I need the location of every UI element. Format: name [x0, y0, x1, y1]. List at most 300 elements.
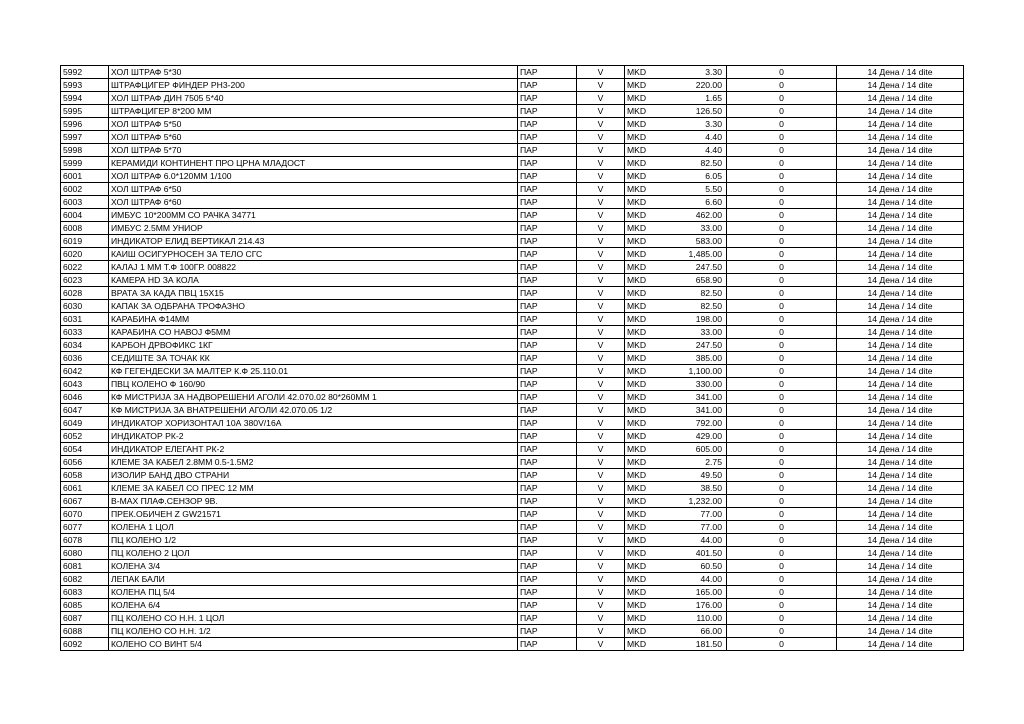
item-code-cell: 6054 [61, 443, 109, 456]
item-name-cell: КАМЕРА HD ЗА КОЛА [109, 274, 518, 287]
price-cell: 181.50 [673, 638, 727, 651]
currency-cell: MKD [625, 66, 673, 79]
delivery-term-cell: 14 Дена / 14 dite [837, 612, 964, 625]
vat-cell: V [577, 469, 625, 482]
currency-cell: MKD [625, 326, 673, 339]
price-cell: 429.00 [673, 430, 727, 443]
item-code-cell: 6033 [61, 326, 109, 339]
item-name-cell: ВРАТА ЗА КАДА ПВЦ 15X15 [109, 287, 518, 300]
currency-cell: MKD [625, 170, 673, 183]
item-name-cell: ИНДИКАТОР ЕЛЕГАНТ РК-2 [109, 443, 518, 456]
price-cell: 49.50 [673, 469, 727, 482]
table-row [61, 352, 964, 365]
quantity-cell: 0 [727, 274, 837, 287]
unit-cell: ПАР [518, 495, 577, 508]
quantity-cell: 0 [727, 157, 837, 170]
price-cell: 605.00 [673, 443, 727, 456]
vat-cell: V [577, 131, 625, 144]
delivery-term-cell: 14 Дена / 14 dite [837, 66, 964, 79]
delivery-term-cell: 14 Дена / 14 dite [837, 196, 964, 209]
price-cell: 60.50 [673, 560, 727, 573]
quantity-cell: 0 [727, 144, 837, 157]
vat-cell: V [577, 638, 625, 651]
table-row [61, 118, 964, 131]
price-cell: 6.60 [673, 196, 727, 209]
quantity-cell: 0 [727, 404, 837, 417]
delivery-term-cell: 14 Дена / 14 dite [837, 261, 964, 274]
item-name-cell: ПЦ КОЛЕНО СО Н.Н. 1/2 [109, 625, 518, 638]
vat-cell: V [577, 222, 625, 235]
unit-cell: ПАР [518, 222, 577, 235]
vat-cell: V [577, 66, 625, 79]
unit-cell: ПАР [518, 469, 577, 482]
delivery-term-cell: 14 Дена / 14 dite [837, 248, 964, 261]
quantity-cell: 0 [727, 586, 837, 599]
quantity-cell: 0 [727, 300, 837, 313]
item-name-cell: ХОЛ ШТРАФ 6*60 [109, 196, 518, 209]
unit-cell: ПАР [518, 105, 577, 118]
vat-cell: V [577, 365, 625, 378]
unit-cell: ПАР [518, 586, 577, 599]
vat-cell: V [577, 430, 625, 443]
delivery-term-cell: 14 Дена / 14 dite [837, 573, 964, 586]
item-code-cell: 6019 [61, 235, 109, 248]
item-code-cell: 6030 [61, 300, 109, 313]
unit-cell: ПАР [518, 599, 577, 612]
price-cell: 220.00 [673, 79, 727, 92]
delivery-term-cell: 14 Дена / 14 dite [837, 79, 964, 92]
quantity-cell: 0 [727, 638, 837, 651]
price-cell: 33.00 [673, 222, 727, 235]
item-code-cell: 5992 [61, 66, 109, 79]
table-row [61, 196, 964, 209]
item-code-cell: 6056 [61, 456, 109, 469]
table-row [61, 482, 964, 495]
price-cell: 658.90 [673, 274, 727, 287]
vat-cell: V [577, 209, 625, 222]
quantity-cell: 0 [727, 92, 837, 105]
item-code-cell: 6088 [61, 625, 109, 638]
delivery-term-cell: 14 Дена / 14 dite [837, 599, 964, 612]
price-cell: 5.50 [673, 183, 727, 196]
price-cell: 583.00 [673, 235, 727, 248]
unit-cell: ПАР [518, 326, 577, 339]
vat-cell: V [577, 170, 625, 183]
delivery-term-cell: 14 Дена / 14 dite [837, 274, 964, 287]
item-name-cell: КОЛЕНА 1 ЦОЛ [109, 521, 518, 534]
unit-cell: ПАР [518, 482, 577, 495]
quantity-cell: 0 [727, 196, 837, 209]
item-name-cell: КФ ГЕГЕНДЕСКИ ЗА МАЛТЕР К.Ф 25.110.01 [109, 365, 518, 378]
quantity-cell: 0 [727, 508, 837, 521]
delivery-term-cell: 14 Дена / 14 dite [837, 131, 964, 144]
unit-cell: ПАР [518, 248, 577, 261]
vat-cell: V [577, 495, 625, 508]
table-row [61, 430, 964, 443]
quantity-cell: 0 [727, 183, 837, 196]
price-cell: 82.50 [673, 300, 727, 313]
vat-cell: V [577, 118, 625, 131]
table-row [61, 560, 964, 573]
unit-cell: ПАР [518, 417, 577, 430]
item-name-cell: ХОЛ ШТРАФ 5*30 [109, 66, 518, 79]
table-row [61, 157, 964, 170]
unit-cell: ПАР [518, 287, 577, 300]
table-row [61, 326, 964, 339]
vat-cell: V [577, 521, 625, 534]
unit-cell: ПАР [518, 118, 577, 131]
currency-cell: MKD [625, 521, 673, 534]
currency-cell: MKD [625, 222, 673, 235]
item-name-cell: ПЦ КОЛЕНО 2 ЦОЛ [109, 547, 518, 560]
delivery-term-cell: 14 Дена / 14 dite [837, 547, 964, 560]
delivery-term-cell: 14 Дена / 14 dite [837, 495, 964, 508]
delivery-term-cell: 14 Дена / 14 dite [837, 118, 964, 131]
price-cell: 4.40 [673, 131, 727, 144]
quantity-cell: 0 [727, 222, 837, 235]
quantity-cell: 0 [727, 209, 837, 222]
currency-cell: MKD [625, 196, 673, 209]
price-cell: 1,232.00 [673, 495, 727, 508]
table-row [61, 586, 964, 599]
item-name-cell: КЛЕМЕ ЗА КАБЕЛ СО ПРЕС 12 ММ [109, 482, 518, 495]
table-row [61, 365, 964, 378]
currency-cell: MKD [625, 560, 673, 573]
item-code-cell: 5998 [61, 144, 109, 157]
currency-cell: MKD [625, 157, 673, 170]
item-code-cell: 5994 [61, 92, 109, 105]
currency-cell: MKD [625, 144, 673, 157]
item-name-cell: ШТРАФЦИГЕР ФИНДЕР PH3-200 [109, 79, 518, 92]
table-row [61, 417, 964, 430]
unit-cell: ПАР [518, 235, 577, 248]
item-name-cell: КАИШ ОСИГУРНОСЕН ЗА ТЕЛО СГС [109, 248, 518, 261]
item-code-cell: 6023 [61, 274, 109, 287]
delivery-term-cell: 14 Дена / 14 dite [837, 105, 964, 118]
item-name-cell: ХОЛ ШТРАФ 5*70 [109, 144, 518, 157]
currency-cell: MKD [625, 469, 673, 482]
price-cell: 6.05 [673, 170, 727, 183]
unit-cell: ПАР [518, 547, 577, 560]
unit-cell: ПАР [518, 534, 577, 547]
currency-cell: MKD [625, 92, 673, 105]
table-row [61, 222, 964, 235]
table-row [61, 131, 964, 144]
unit-cell: ПАР [518, 144, 577, 157]
table-row [61, 300, 964, 313]
quantity-cell: 0 [727, 287, 837, 300]
vat-cell: V [577, 391, 625, 404]
price-cell: 330.00 [673, 378, 727, 391]
delivery-term-cell: 14 Дена / 14 dite [837, 287, 964, 300]
item-code-cell: 6004 [61, 209, 109, 222]
currency-cell: MKD [625, 625, 673, 638]
delivery-term-cell: 14 Дена / 14 dite [837, 430, 964, 443]
item-name-cell: ИМБУС 2.5ММ УНИОР [109, 222, 518, 235]
item-code-cell: 5995 [61, 105, 109, 118]
item-name-cell: КОЛЕНА 6/4 [109, 599, 518, 612]
table-row [61, 92, 964, 105]
delivery-term-cell: 14 Дена / 14 dite [837, 625, 964, 638]
item-name-cell: ХОЛ ШТРАФ 5*50 [109, 118, 518, 131]
table-row [61, 599, 964, 612]
vat-cell: V [577, 274, 625, 287]
quantity-cell: 0 [727, 573, 837, 586]
table-row [61, 339, 964, 352]
price-cell: 38.50 [673, 482, 727, 495]
unit-cell: ПАР [518, 339, 577, 352]
vat-cell: V [577, 625, 625, 638]
currency-cell: MKD [625, 339, 673, 352]
item-name-cell: КАРАБИНА Ф14ММ [109, 313, 518, 326]
table-row [61, 469, 964, 482]
quantity-cell: 0 [727, 105, 837, 118]
price-cell: 33.00 [673, 326, 727, 339]
quantity-cell: 0 [727, 170, 837, 183]
vat-cell: V [577, 287, 625, 300]
vat-cell: V [577, 92, 625, 105]
item-name-cell: ХОЛ ШТРАФ ДИН 7505 5*40 [109, 92, 518, 105]
currency-cell: MKD [625, 365, 673, 378]
unit-cell: ПАР [518, 638, 577, 651]
table-row [61, 547, 964, 560]
delivery-term-cell: 14 Дена / 14 dite [837, 456, 964, 469]
price-cell: 110.00 [673, 612, 727, 625]
unit-cell: ПАР [518, 196, 577, 209]
price-cell: 82.50 [673, 287, 727, 300]
currency-cell: MKD [625, 131, 673, 144]
table-row [61, 404, 964, 417]
price-cell: 385.00 [673, 352, 727, 365]
vat-cell: V [577, 573, 625, 586]
price-cell: 247.50 [673, 339, 727, 352]
table-row [61, 573, 964, 586]
vat-cell: V [577, 534, 625, 547]
unit-cell: ПАР [518, 560, 577, 573]
currency-cell: MKD [625, 105, 673, 118]
quantity-cell: 0 [727, 534, 837, 547]
vat-cell: V [577, 157, 625, 170]
price-cell: 401.50 [673, 547, 727, 560]
quantity-cell: 0 [727, 417, 837, 430]
quantity-cell: 0 [727, 625, 837, 638]
price-cell: 165.00 [673, 586, 727, 599]
delivery-term-cell: 14 Дена / 14 dite [837, 352, 964, 365]
delivery-term-cell: 14 Дена / 14 dite [837, 92, 964, 105]
vat-cell: V [577, 547, 625, 560]
unit-cell: ПАР [518, 313, 577, 326]
vat-cell: V [577, 482, 625, 495]
item-code-cell: 6081 [61, 560, 109, 573]
price-cell: 77.00 [673, 521, 727, 534]
item-code-cell: 6078 [61, 534, 109, 547]
item-code-cell: 6008 [61, 222, 109, 235]
table-row [61, 313, 964, 326]
vat-cell: V [577, 612, 625, 625]
quantity-cell: 0 [727, 248, 837, 261]
price-list-table [60, 65, 964, 651]
delivery-term-cell: 14 Дена / 14 dite [837, 157, 964, 170]
item-name-cell: СЕДИШТЕ ЗА ТОЧАК КК [109, 352, 518, 365]
price-cell: 3.30 [673, 66, 727, 79]
item-code-cell: 6020 [61, 248, 109, 261]
unit-cell: ПАР [518, 170, 577, 183]
unit-cell: ПАР [518, 261, 577, 274]
unit-cell: ПАР [518, 508, 577, 521]
price-cell: 1.65 [673, 92, 727, 105]
item-name-cell: КОЛЕНО СО ВИНТ 5/4 [109, 638, 518, 651]
currency-cell: MKD [625, 235, 673, 248]
item-name-cell: ИМБУС 10*200ММ СО РАЧКА 34771 [109, 209, 518, 222]
item-name-cell: ПЦ КОЛЕНО СО Н.Н. 1 ЦОЛ [109, 612, 518, 625]
item-name-cell: ЛЕПАК БАЛИ [109, 573, 518, 586]
quantity-cell: 0 [727, 235, 837, 248]
vat-cell: V [577, 339, 625, 352]
item-name-cell: КОЛЕНА ПЦ 5/4 [109, 586, 518, 599]
item-code-cell: 6061 [61, 482, 109, 495]
table-row [61, 183, 964, 196]
item-name-cell: КЕРАМИДИ КОНТИНЕНТ ПРО ЦРНА МЛАДОСТ [109, 157, 518, 170]
unit-cell: ПАР [518, 378, 577, 391]
delivery-term-cell: 14 Дена / 14 dite [837, 365, 964, 378]
item-name-cell: ПРЕК.ОБИЧЕН Z GW21571 [109, 508, 518, 521]
quantity-cell: 0 [727, 443, 837, 456]
table-row [61, 534, 964, 547]
table-row [61, 261, 964, 274]
currency-cell: MKD [625, 495, 673, 508]
item-name-cell: ИНДИКАТОР ХОРИЗОНТАЛ 10А 380V/16А [109, 417, 518, 430]
item-code-cell: 6052 [61, 430, 109, 443]
delivery-term-cell: 14 Дена / 14 dite [837, 417, 964, 430]
item-name-cell: ШТРАФЦИГЕР 8*200 ММ [109, 105, 518, 118]
delivery-term-cell: 14 Дена / 14 dite [837, 170, 964, 183]
item-name-cell: КЛЕМЕ ЗА КАБЕЛ 2.8ММ 0.5-1.5М2 [109, 456, 518, 469]
delivery-term-cell: 14 Дена / 14 dite [837, 313, 964, 326]
price-cell: 82.50 [673, 157, 727, 170]
item-code-cell: 6077 [61, 521, 109, 534]
vat-cell: V [577, 79, 625, 92]
quantity-cell: 0 [727, 326, 837, 339]
table-row [61, 170, 964, 183]
unit-cell: ПАР [518, 625, 577, 638]
item-name-cell: КАРАБИНА СО НАВОЈ Ф5ММ [109, 326, 518, 339]
item-name-cell: ИНДИКАТОР ЕЛИД ВЕРТИКАЛ 214.43 [109, 235, 518, 248]
vat-cell: V [577, 248, 625, 261]
vat-cell: V [577, 456, 625, 469]
item-code-cell: 6031 [61, 313, 109, 326]
delivery-term-cell: 14 Дена / 14 dite [837, 378, 964, 391]
table-body [61, 66, 964, 651]
price-cell: 2.75 [673, 456, 727, 469]
vat-cell: V [577, 378, 625, 391]
delivery-term-cell: 14 Дена / 14 dite [837, 300, 964, 313]
item-code-cell: 6087 [61, 612, 109, 625]
vat-cell: V [577, 235, 625, 248]
quantity-cell: 0 [727, 469, 837, 482]
quantity-cell: 0 [727, 391, 837, 404]
price-cell: 126.50 [673, 105, 727, 118]
price-cell: 1,485.00 [673, 248, 727, 261]
quantity-cell: 0 [727, 547, 837, 560]
quantity-cell: 0 [727, 495, 837, 508]
table-row [61, 443, 964, 456]
price-cell: 247.50 [673, 261, 727, 274]
vat-cell: V [577, 508, 625, 521]
item-code-cell: 6070 [61, 508, 109, 521]
item-name-cell: КФ МИСТРИЈА ЗА ВНАТРЕШЕНИ АГОЛИ 42.070.05 1/2 [109, 404, 518, 417]
quantity-cell: 0 [727, 118, 837, 131]
item-code-cell: 6092 [61, 638, 109, 651]
item-code-cell: 5996 [61, 118, 109, 131]
item-code-cell: 6082 [61, 573, 109, 586]
price-cell: 4.40 [673, 144, 727, 157]
quantity-cell: 0 [727, 339, 837, 352]
vat-cell: V [577, 352, 625, 365]
unit-cell: ПАР [518, 300, 577, 313]
currency-cell: MKD [625, 209, 673, 222]
quantity-cell: 0 [727, 456, 837, 469]
delivery-term-cell: 14 Дена / 14 dite [837, 638, 964, 651]
delivery-term-cell: 14 Дена / 14 dite [837, 404, 964, 417]
currency-cell: MKD [625, 573, 673, 586]
quantity-cell: 0 [727, 66, 837, 79]
currency-cell: MKD [625, 287, 673, 300]
currency-cell: MKD [625, 638, 673, 651]
delivery-term-cell: 14 Дена / 14 dite [837, 235, 964, 248]
delivery-term-cell: 14 Дена / 14 dite [837, 183, 964, 196]
item-code-cell: 6003 [61, 196, 109, 209]
item-code-cell: 6080 [61, 547, 109, 560]
table-row [61, 495, 964, 508]
unit-cell: ПАР [518, 183, 577, 196]
delivery-term-cell: 14 Дена / 14 dite [837, 391, 964, 404]
currency-cell: MKD [625, 417, 673, 430]
currency-cell: MKD [625, 443, 673, 456]
unit-cell: ПАР [518, 456, 577, 469]
unit-cell: ПАР [518, 443, 577, 456]
item-name-cell: ИЗОЛИР БАНД ДВО СТРАНИ [109, 469, 518, 482]
table-row [61, 248, 964, 261]
table-row [61, 638, 964, 651]
unit-cell: ПАР [518, 573, 577, 586]
table-row [61, 235, 964, 248]
quantity-cell: 0 [727, 482, 837, 495]
item-code-cell: 6001 [61, 170, 109, 183]
item-name-cell: КОЛЕНА 3/4 [109, 560, 518, 573]
price-cell: 44.00 [673, 534, 727, 547]
price-cell: 77.00 [673, 508, 727, 521]
quantity-cell: 0 [727, 79, 837, 92]
vat-cell: V [577, 300, 625, 313]
item-code-cell: 6067 [61, 495, 109, 508]
quantity-cell: 0 [727, 365, 837, 378]
vat-cell: V [577, 326, 625, 339]
item-name-cell: ХОЛ ШТРАФ 6.0*120ММ 1/100 [109, 170, 518, 183]
quantity-cell: 0 [727, 131, 837, 144]
currency-cell: MKD [625, 586, 673, 599]
item-code-cell: 6028 [61, 287, 109, 300]
table-row [61, 625, 964, 638]
table-row [61, 66, 964, 79]
delivery-term-cell: 14 Дена / 14 dite [837, 339, 964, 352]
quantity-cell: 0 [727, 612, 837, 625]
quantity-cell: 0 [727, 521, 837, 534]
unit-cell: ПАР [518, 131, 577, 144]
delivery-term-cell: 14 Дена / 14 dite [837, 508, 964, 521]
item-code-cell: 5997 [61, 131, 109, 144]
item-code-cell: 6047 [61, 404, 109, 417]
currency-cell: MKD [625, 261, 673, 274]
